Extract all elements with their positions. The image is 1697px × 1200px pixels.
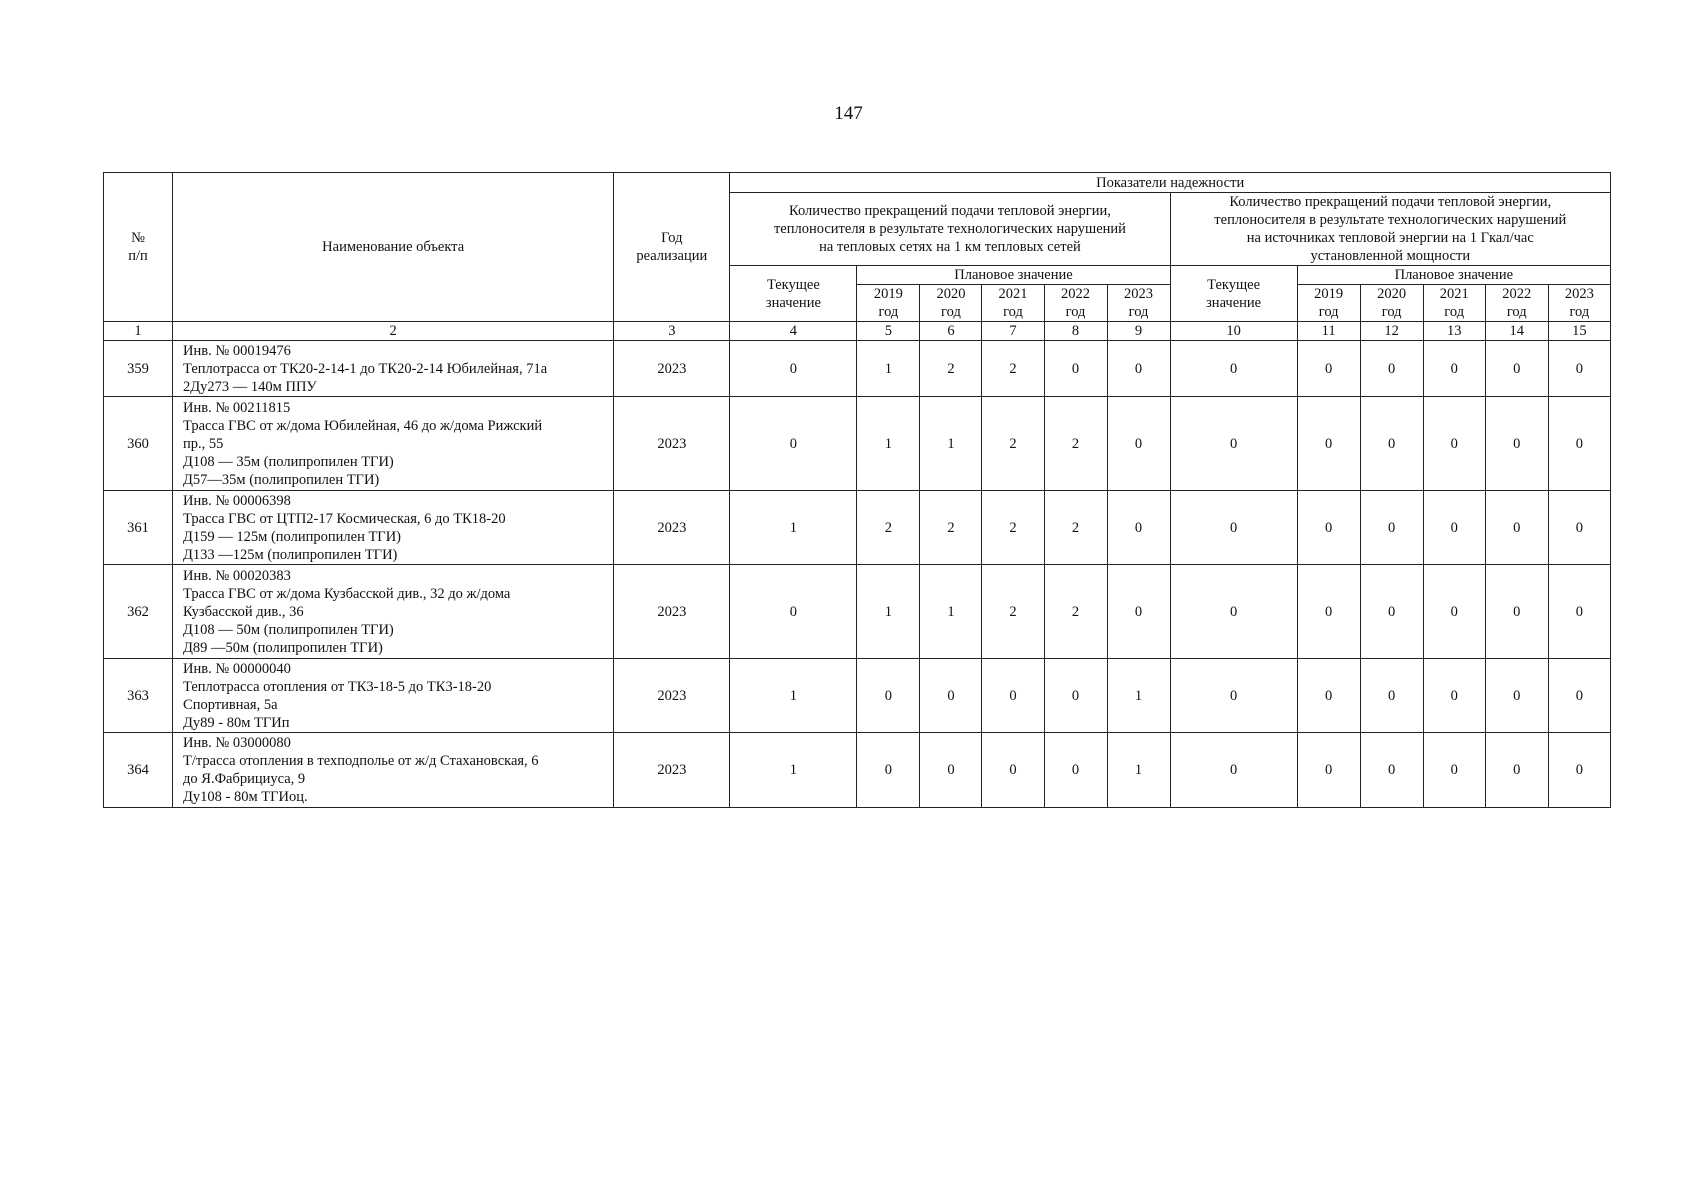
indicator-value: 0 bbox=[1423, 659, 1485, 733]
indicator-value: 0 bbox=[1360, 397, 1423, 491]
table-row bbox=[104, 397, 1611, 491]
indicator-value: 0 bbox=[1297, 659, 1360, 733]
indicator-value: 0 bbox=[1107, 565, 1170, 659]
indicator-value: 2 bbox=[982, 565, 1044, 659]
indicator-value: 0 bbox=[1423, 565, 1485, 659]
indicator-value: 0 bbox=[1170, 565, 1297, 659]
object-name-line: пр., 55 bbox=[183, 435, 224, 452]
object-name-line: Инв. № 00000040 bbox=[183, 660, 291, 677]
indicator-value: 0 bbox=[920, 733, 982, 808]
indicator-value: 2 bbox=[857, 491, 920, 565]
object-name-line: Инв. № 00006398 bbox=[183, 492, 291, 509]
indicator-value: 0 bbox=[1297, 733, 1360, 808]
header-year-col: 2019 год bbox=[1297, 285, 1360, 322]
object-name-line: Д133 —125м (полипропилен ТГИ) bbox=[183, 546, 398, 563]
indicator-value: 0 bbox=[730, 397, 857, 491]
indicator-value: 1 bbox=[857, 397, 920, 491]
indicator-value: 2 bbox=[982, 397, 1044, 491]
column-number: 13 bbox=[1423, 322, 1485, 341]
indicator-value: 0 bbox=[1485, 397, 1548, 491]
indicator-value: 2 bbox=[1044, 397, 1107, 491]
indicator-value: 0 bbox=[1297, 341, 1360, 397]
header-current-a: Текущее значение bbox=[730, 266, 857, 322]
object-name-line: Спортивная, 5а bbox=[183, 696, 278, 713]
header-year-col: 2023 год bbox=[1107, 285, 1170, 322]
header-current-b: Текущее значение bbox=[1170, 266, 1297, 322]
indicator-value: 2 bbox=[1044, 491, 1107, 565]
indicator-value: 0 bbox=[1548, 397, 1610, 491]
indicator-value: 1 bbox=[730, 659, 857, 733]
indicator-value: 0 bbox=[1297, 491, 1360, 565]
column-number: 12 bbox=[1360, 322, 1423, 341]
indicator-value: 2 bbox=[920, 341, 982, 397]
indicator-value: 0 bbox=[1170, 491, 1297, 565]
indicator-value: 0 bbox=[1107, 341, 1170, 397]
row-number: 360 bbox=[104, 397, 173, 491]
header-num: № п/п bbox=[104, 173, 173, 322]
object-name-line: Теплотрасса отопления от ТК3-18-5 до ТК3-18-20 bbox=[183, 678, 492, 695]
header-year-col: 2020 год bbox=[920, 285, 982, 322]
column-number: 6 bbox=[920, 322, 982, 341]
indicator-value: 0 bbox=[1423, 491, 1485, 565]
column-number: 2 bbox=[173, 322, 614, 341]
row-number: 364 bbox=[104, 733, 173, 808]
row-number: 361 bbox=[104, 491, 173, 565]
header-year-col: 2020 год bbox=[1360, 285, 1423, 322]
object-name-line: до Я.Фабрициуса, 9 bbox=[183, 771, 306, 787]
table-header bbox=[104, 173, 1611, 341]
indicator-value: 0 bbox=[1485, 341, 1548, 397]
indicator-value: 0 bbox=[1360, 659, 1423, 733]
object-name-line: Т/трасса отопления в техподполье от ж/д Стахановская, 6 bbox=[183, 753, 539, 769]
object-name bbox=[173, 341, 614, 397]
implementation-year: 2023 bbox=[614, 733, 730, 808]
indicator-value: 1 bbox=[730, 733, 857, 808]
object-name bbox=[173, 659, 614, 733]
indicator-value: 0 bbox=[1548, 733, 1610, 808]
column-number: 15 bbox=[1548, 322, 1610, 341]
indicator-value: 1 bbox=[857, 341, 920, 397]
indicator-value: 0 bbox=[1297, 397, 1360, 491]
table-row bbox=[104, 733, 1611, 808]
indicator-value: 1 bbox=[1107, 733, 1170, 808]
indicator-value: 0 bbox=[1485, 491, 1548, 565]
indicator-value: 0 bbox=[982, 659, 1044, 733]
header-group-networks: Количество прекращений подачи тепловой энергии, теплоносителя в результате технологических нарушений на тепловых сетях на 1 км тепловых сетей bbox=[730, 193, 1170, 266]
implementation-year: 2023 bbox=[614, 565, 730, 659]
implementation-year: 2023 bbox=[614, 341, 730, 397]
header-reliability: Показатели надежности bbox=[730, 173, 1611, 193]
object-name-line: Д108 — 35м (полипропилен ТГИ) bbox=[183, 453, 394, 470]
indicator-value: 2 bbox=[920, 491, 982, 565]
implementation-year: 2023 bbox=[614, 397, 730, 491]
indicator-value: 0 bbox=[1485, 659, 1548, 733]
object-name bbox=[173, 565, 614, 659]
column-number: 4 bbox=[730, 322, 857, 341]
indicator-value: 0 bbox=[1548, 491, 1610, 565]
row-number: 359 bbox=[104, 341, 173, 397]
indicator-value: 0 bbox=[1107, 491, 1170, 565]
object-name-line: 2Ду273 — 140м ППУ bbox=[183, 378, 317, 395]
object-name-line: Трасса ГВС от ЦТП2-17 Космическая, 6 до ТК18-20 bbox=[183, 510, 506, 527]
reliability-table bbox=[103, 172, 1611, 808]
header-planned-a: Плановое значение bbox=[857, 266, 1170, 285]
indicator-value: 0 bbox=[1107, 397, 1170, 491]
object-name-line: Трасса ГВС от ж/дома Юбилейная, 46 до ж/дома Рижский bbox=[183, 417, 543, 434]
object-name-line: Инв. № 00019476 bbox=[183, 342, 291, 359]
object-name-line: Инв. № 00211815 bbox=[183, 399, 291, 416]
object-name-line: Инв. № 03000080 bbox=[183, 735, 291, 751]
indicator-value: 0 bbox=[1044, 341, 1107, 397]
indicator-value: 0 bbox=[1044, 733, 1107, 808]
indicator-value: 0 bbox=[1360, 341, 1423, 397]
table-row bbox=[104, 659, 1611, 733]
indicator-value: 0 bbox=[857, 733, 920, 808]
column-number: 5 bbox=[857, 322, 920, 341]
indicator-value: 0 bbox=[920, 659, 982, 733]
indicator-value: 0 bbox=[857, 659, 920, 733]
indicator-value: 0 bbox=[1423, 733, 1485, 808]
indicator-value: 0 bbox=[1423, 397, 1485, 491]
indicator-value: 0 bbox=[1170, 341, 1297, 397]
indicator-value: 0 bbox=[1297, 565, 1360, 659]
header-year-col: 2021 год bbox=[1423, 285, 1485, 322]
indicator-value: 0 bbox=[1423, 341, 1485, 397]
column-number-row bbox=[104, 322, 1611, 341]
page-number: 147 bbox=[834, 103, 863, 124]
table-row bbox=[104, 341, 1611, 397]
object-name-line: Ду108 - 80м ТГИоц. bbox=[183, 789, 308, 805]
implementation-year: 2023 bbox=[614, 659, 730, 733]
object-name-line: Инв. № 00020383 bbox=[183, 567, 291, 584]
object-name-line: Д159 — 125м (полипропилен ТГИ) bbox=[183, 528, 401, 545]
object-name-line: Ду89 - 80м ТГИп bbox=[183, 714, 290, 731]
object-name bbox=[173, 491, 614, 565]
indicator-value: 0 bbox=[730, 341, 857, 397]
indicator-value: 1 bbox=[920, 397, 982, 491]
column-number: 1 bbox=[104, 322, 173, 341]
indicator-value: 0 bbox=[1485, 565, 1548, 659]
indicator-value: 0 bbox=[1170, 733, 1297, 808]
header-year-col: 2022 год bbox=[1485, 285, 1548, 322]
indicator-value: 0 bbox=[1360, 565, 1423, 659]
table-row bbox=[104, 491, 1611, 565]
object-name-line: Теплотрасса от ТК20-2-14-1 до ТК20-2-14 Юбилейная, 71а bbox=[183, 360, 548, 377]
object-name bbox=[173, 397, 614, 491]
indicator-value: 0 bbox=[982, 733, 1044, 808]
indicator-value: 0 bbox=[1485, 733, 1548, 808]
header-year-col: 2019 год bbox=[857, 285, 920, 322]
header-group-sources: Количество прекращений подачи тепловой энергии, теплоносителя в результате технологических нарушений на источниках тепловой энергии на 1 Гкал/час установленной мощности bbox=[1170, 193, 1610, 266]
indicator-value: 0 bbox=[1548, 565, 1610, 659]
object-name bbox=[173, 733, 614, 808]
row-number: 363 bbox=[104, 659, 173, 733]
column-number: 10 bbox=[1170, 322, 1297, 341]
header-year-col: 2022 год bbox=[1044, 285, 1107, 322]
indicator-value: 1 bbox=[1107, 659, 1170, 733]
indicator-value: 0 bbox=[1548, 341, 1610, 397]
indicator-value: 0 bbox=[1044, 659, 1107, 733]
implementation-year: 2023 bbox=[614, 491, 730, 565]
header-year: Год реализации bbox=[614, 173, 730, 322]
object-name-line: Д89 —50м (полипропилен ТГИ) bbox=[183, 639, 383, 656]
column-number: 3 bbox=[614, 322, 730, 341]
header-year-col: 2023 год bbox=[1548, 285, 1610, 322]
indicator-value: 1 bbox=[730, 491, 857, 565]
object-name-line: Кузбасской див., 36 bbox=[183, 603, 304, 620]
column-number: 7 bbox=[982, 322, 1044, 341]
table-row bbox=[104, 565, 1611, 659]
indicator-value: 0 bbox=[1360, 733, 1423, 808]
column-number: 14 bbox=[1485, 322, 1548, 341]
indicator-value: 0 bbox=[730, 565, 857, 659]
column-number: 8 bbox=[1044, 322, 1107, 341]
column-number: 11 bbox=[1297, 322, 1360, 341]
indicator-value: 1 bbox=[920, 565, 982, 659]
object-name-line: Трасса ГВС от ж/дома Кузбасской див., 32 до ж/дома bbox=[183, 585, 511, 602]
column-number: 9 bbox=[1107, 322, 1170, 341]
indicator-value: 0 bbox=[1170, 659, 1297, 733]
indicator-value: 0 bbox=[1170, 397, 1297, 491]
row-number: 362 bbox=[104, 565, 173, 659]
header-year-col: 2021 год bbox=[982, 285, 1044, 322]
indicator-value: 0 bbox=[1360, 491, 1423, 565]
header-name: Наименование объекта bbox=[173, 173, 614, 322]
header-planned-b: Плановое значение bbox=[1297, 266, 1610, 285]
object-name-line: Д108 — 50м (полипропилен ТГИ) bbox=[183, 621, 394, 638]
indicator-value: 1 bbox=[857, 565, 920, 659]
indicator-value: 2 bbox=[982, 491, 1044, 565]
indicator-value: 2 bbox=[982, 341, 1044, 397]
indicator-value: 2 bbox=[1044, 565, 1107, 659]
object-name-line: Д57—35м (полипропилен ТГИ) bbox=[183, 471, 380, 488]
table-body bbox=[104, 341, 1611, 808]
indicator-value: 0 bbox=[1548, 659, 1610, 733]
